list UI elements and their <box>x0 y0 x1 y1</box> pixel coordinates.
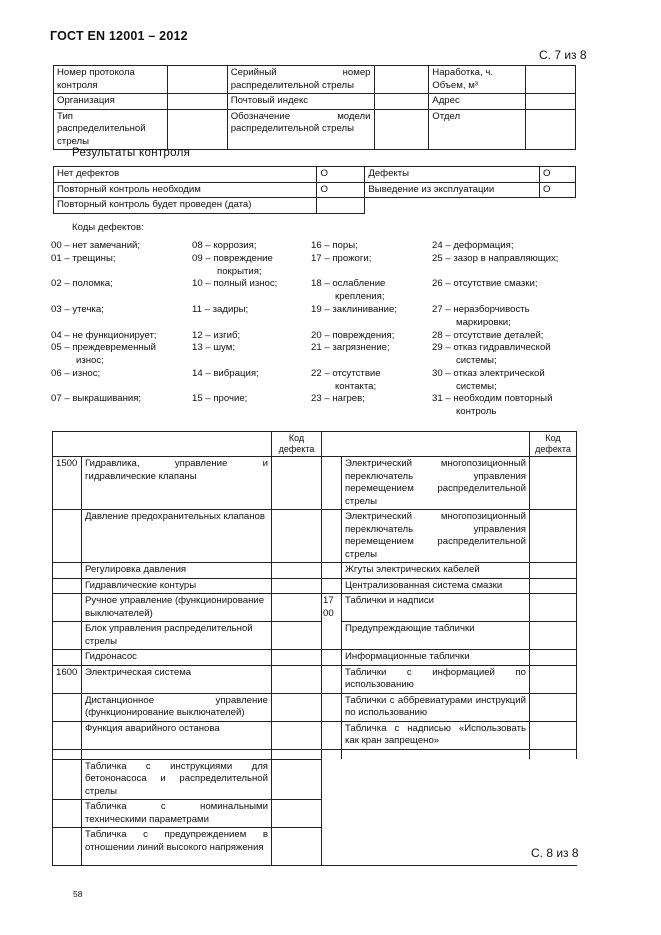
department-value <box>526 109 576 150</box>
code-04: 04 – не функционирует; <box>51 330 157 341</box>
department-label: Отдел <box>429 109 526 150</box>
recheck-needed-mark: О <box>317 182 365 198</box>
recheck-date-value <box>317 198 365 214</box>
boom-control-block-item: Блок управления распределительной стрелы <box>82 622 272 650</box>
no-crane-plate-item: Табличка с надписью «Использовать как кран запрещено» <box>342 721 530 749</box>
relief-valve-pressure-item: Давление предохранительных клапанов <box>82 510 272 563</box>
inspection-table <box>52 431 577 866</box>
code-12: 12 – изгиб; <box>192 330 241 341</box>
plates-and-signs-item: Таблички и надписи <box>342 594 530 622</box>
boom-switch-2-item: Электрический многопозиционный переключатель управления перемещением распределительной стрелы <box>342 510 530 563</box>
manual-control-item: Ручное управление (функционирование выключателей) <box>82 594 272 622</box>
code-28: 28 – отсутствие деталей; <box>432 330 544 341</box>
standard-title: ГОСТ EN 12001 – 2012 <box>50 29 188 43</box>
code-31: 31 – необходим повторный контроль <box>432 393 553 417</box>
emergency-stop-item: Функция аварийного останова <box>82 721 272 749</box>
code-26: 26 – отсутствие смазки; <box>432 278 538 289</box>
decommission-mark: О <box>540 182 576 198</box>
boom-type-label: Тип распределительной стрелы <box>54 109 168 150</box>
code-03: 03 – утечка; <box>51 304 104 315</box>
code-30: 30 – отказ электрической системы; <box>432 368 545 392</box>
no-defects-mark: О <box>317 167 365 183</box>
protocol-number-label: Номер протокола контроля <box>54 66 168 94</box>
hydraulic-circuits-item: Гидравлические контуры <box>82 578 272 594</box>
code-20: 20 – повреждения; <box>311 330 395 341</box>
code-15: 15 – прочие; <box>192 393 248 404</box>
code-07: 07 – выкрашивания; <box>51 393 142 404</box>
code-27: 27 – неразборчивость маркировки; <box>432 304 530 328</box>
boom-type-value <box>167 109 227 150</box>
code-16: 16 – поры; <box>311 240 358 251</box>
rating-plate-item: Табличка с номинальными техническими параметрами <box>82 800 272 828</box>
boom-switch-1-item: Электрический многопозиционный переключатель управления перемещением распределительной стрелы <box>342 457 530 510</box>
code-29: 29 – отказ гидравлической системы; <box>432 342 551 366</box>
page-number-bottom: С. 8 из 8 <box>531 846 579 860</box>
operating-hours-value <box>526 66 576 94</box>
code-25: 25 – зазор в направляющих; <box>432 253 559 264</box>
code-17: 17 – прожоги; <box>311 253 372 264</box>
postal-code-value <box>374 94 429 110</box>
code-18: 18 – ослабление крепления; <box>311 278 386 302</box>
recheck-date-label: Повторный контроль будет проведен (дата) <box>54 198 317 214</box>
page-number-top: С. 7 из 8 <box>539 48 587 62</box>
address-label: Адрес <box>429 94 526 110</box>
code-01: 01 – трещины; <box>51 253 116 264</box>
section-1500-number: 1500 <box>53 457 82 510</box>
left-code-header: Код дефекта <box>272 432 322 457</box>
code-00: 00 – нет замечаний; <box>51 240 141 251</box>
code-05: 05 – преждевременный износ; <box>51 342 156 366</box>
section-1600-number: 1600 <box>53 665 82 693</box>
code-10: 10 – полный износ; <box>192 278 278 289</box>
hydraulic-pump-item: Гидронасос <box>82 650 272 666</box>
operating-hours-label: Наработка, ч. Объем, м³ <box>429 66 526 94</box>
right-code-header: Код дефекта <box>530 432 577 457</box>
lubrication-system-item: Централизованная система смазки <box>342 578 530 594</box>
recheck-needed-label: Повторный контроль необходим <box>54 182 317 198</box>
usage-info-plates-item: Таблички с информацией по использованию <box>342 665 530 693</box>
code-24: 24 – деформация; <box>432 240 514 251</box>
warning-plates-item: Предупреждающие таблички <box>342 622 530 650</box>
abbreviation-plates-item: Таблички с аббревиатурами инструкций по использованию <box>342 693 530 721</box>
defects-mark: О <box>540 167 576 183</box>
organization-label: Организация <box>54 94 168 110</box>
pressure-regulation-item: Регулировка давления <box>82 563 272 579</box>
hydraulics-item: Гидравлика, управление и гидравлические клапаны <box>82 457 272 510</box>
protocol-number-value <box>167 66 227 94</box>
code-23: 23 – нагрев; <box>311 393 365 404</box>
code-19: 19 – заклинивание; <box>311 304 397 315</box>
electrical-system-item: Электрическая система <box>82 665 272 693</box>
model-value <box>374 109 429 150</box>
code-13: 13 – шум; <box>192 342 235 353</box>
model-label: Обозначение модели распределительной стрелы <box>227 109 374 150</box>
address-value <box>526 94 576 110</box>
organization-value <box>167 94 227 110</box>
serial-number-value <box>374 66 429 94</box>
code-11: 11 – задиры; <box>192 304 249 315</box>
postal-code-label: Почтовый индекс <box>227 94 374 110</box>
code-08: 08 – коррозия; <box>192 240 257 251</box>
cable-harness-item: Жгуты электрических кабелей <box>342 563 530 579</box>
code-02: 02 – поломка; <box>51 278 113 289</box>
code-22: 22 – отсутствие контакта; <box>311 368 381 392</box>
results-title: Результаты контроля <box>72 147 191 159</box>
code-09: 09 – повреждение покрытия; <box>192 253 273 277</box>
remote-control-item: Дистанционное управление (функционирование выключателей) <box>82 693 272 721</box>
serial-number-label: Серийный номер распределительной стрелы <box>227 66 374 94</box>
high-voltage-plate-item: Табличка с предупреждением в отношении линий высокого напряжения <box>82 828 272 866</box>
footer-page-number: 58 <box>73 889 83 899</box>
protocol-table <box>53 65 576 150</box>
defects-label: Дефекты <box>365 167 540 183</box>
results-table <box>53 166 576 214</box>
code-06: 06 – износ; <box>51 368 101 379</box>
code-21: 21 – загрязнение; <box>311 342 390 353</box>
instructions-plate-item: Табличка с инструкциями для бетононасоса и распределительной стрелы <box>82 759 272 800</box>
information-plates-item: Информационные таблички <box>342 650 530 666</box>
no-defects-label: Нет дефектов <box>54 167 317 183</box>
section-1700-number: 17 00 <box>322 594 342 650</box>
code-14: 14 – вибрация; <box>192 368 259 379</box>
decommission-label: Выведение из эксплуатации <box>365 182 540 198</box>
codes-title: Коды дефектов: <box>72 222 144 233</box>
